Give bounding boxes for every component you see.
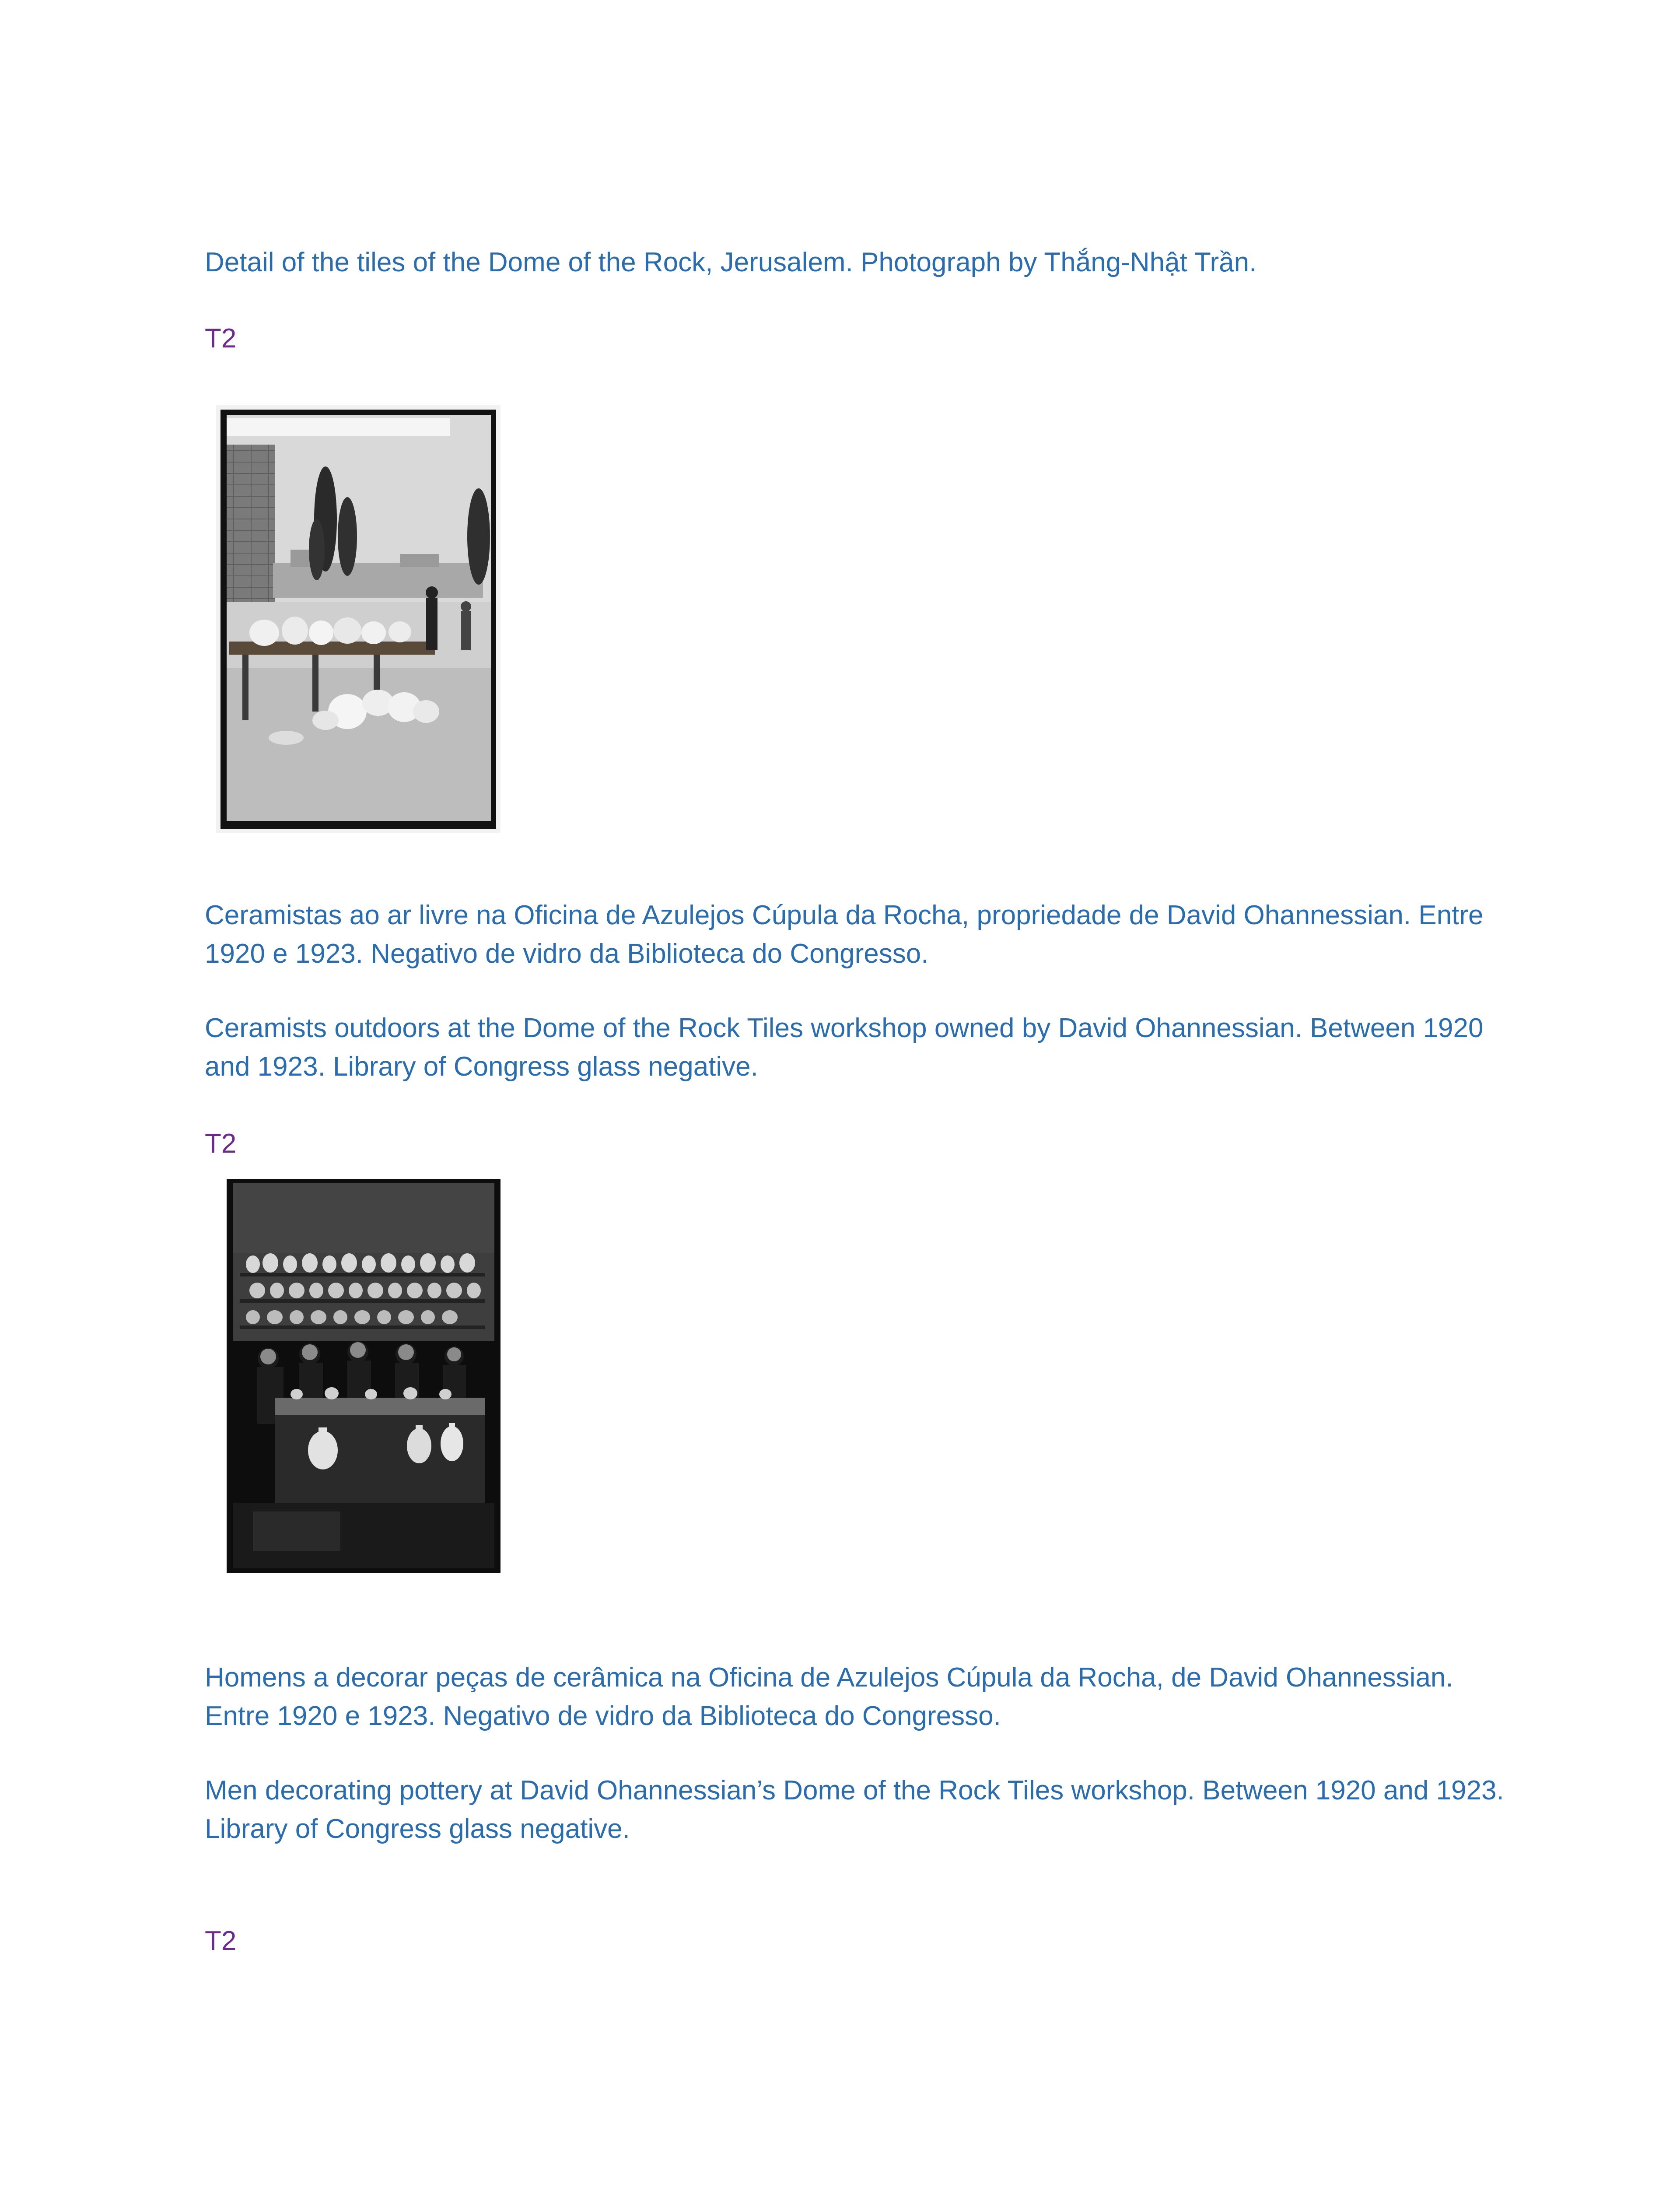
section-marker-2: T2 (205, 1129, 237, 1159)
caption-decorating-pt: Homens a decorar peças de cerâmica na Oficina de Azulejos Cúpula da Rocha, de David Ohannessian. Entre 1920 e 1923. Negativo de vidro da Biblioteca do Congresso. (205, 1662, 1453, 1731)
caption-decorating-en: Men decorating pottery at David Ohannessian’s Dome of the Rock Tiles workshop. Between 1920 and 1923. Library of Congress glass negative. (205, 1775, 1504, 1844)
photo-ceramists-outdoors-image (216, 405, 500, 833)
photo-men-decorating (227, 1179, 500, 1573)
caption-ceramists-pt: Ceramistas ao ar livre na Oficina de Azulejos Cúpula da Rocha, propriedade de David Ohannessian. Entre 1920 e 1923. Negativo de vidro da Biblioteca do Congresso. (205, 900, 1484, 969)
photo-men-decorating-image (227, 1179, 500, 1573)
photo-ceramists-outdoors (216, 405, 500, 833)
caption-ceramists-en: Ceramists outdoors at the Dome of the Rock Tiles workshop owned by David Ohannessian. Between 1920 and 1923. Library of Congress glass negative. (205, 1013, 1484, 1082)
caption-dome-tiles-detail: Detail of the tiles of the Dome of the Rock, Jerusalem. Photograph by Thắng-Nhật Trần. (205, 247, 1257, 277)
section-marker-3: T2 (205, 1926, 237, 1956)
section-marker-1: T2 (205, 323, 237, 354)
